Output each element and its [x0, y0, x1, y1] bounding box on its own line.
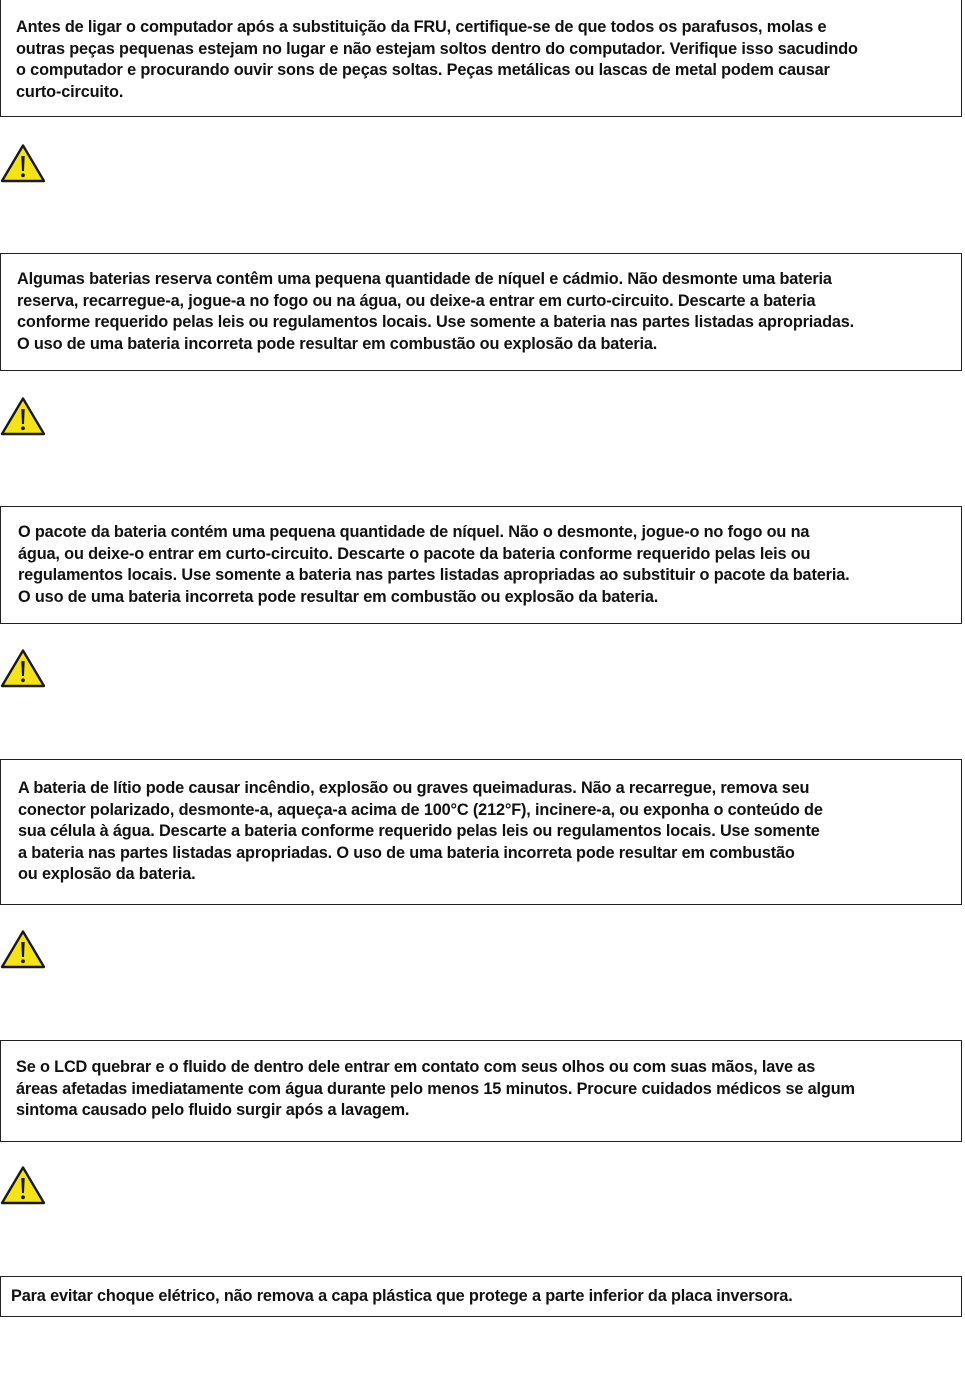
- notice-line: outras peças pequenas estejam no lugar e não estejam soltos dentro do computador. Verifique isso sacudindo: [16, 39, 858, 58]
- notice-line: Para evitar choque elétrico, não remova a capa plástica que protege a parte inferior da placa inversora.: [11, 1287, 793, 1305]
- notice-backup-battery: [0, 253, 962, 371]
- notice-line: conector polarizado, desmonte-a, aqueça-a acima de 100°C (212°F), incinere-a, ou exponha o conteúdo de: [18, 800, 823, 819]
- notice-line: sua célula à água. Descarte a bateria conforme requerido pelas leis ou regulamentos locais. Use somente: [18, 822, 820, 840]
- notice-line: Antes de ligar o computador após a substituição da FRU, certifique-se de que todos os parafusos, molas e: [16, 18, 827, 36]
- notice-line: Se o LCD quebrar e o fluido de dentro dele entrar em contato com seus olhos ou com suas mãos, lave as: [16, 1058, 816, 1076]
- notice-line: reserva, recarregue-a, jogue-a no fogo ou na água, ou deixe-a entrar em curto-circuito. Descarte a bateria: [17, 291, 816, 310]
- notice-line: a bateria nas partes listadas apropriadas. O uso de uma bateria incorreta pode resultar em combustão: [18, 843, 795, 862]
- notice-line: A bateria de lítio pode causar incêndio, explosão ou graves queimaduras. Não a recarregue, remova seu: [18, 779, 810, 797]
- warning-triangle-icon: [0, 648, 46, 688]
- notice-line: sintoma causado pelo fluido surgir após a lavagem.: [16, 1101, 410, 1119]
- notice-electric-shock: [0, 1276, 962, 1317]
- notice-line: regulamentos locais. Use somente a bateria nas partes listadas apropriadas ao substituir o pacote da bateria.: [18, 566, 850, 584]
- notice-fru-parts: [0, 0, 962, 117]
- warning-triangle-icon: [0, 1165, 46, 1205]
- notice-line: água, ou deixe-o entrar em curto-circuito. Descarte o pacote da bateria conforme requerido pelas leis ou: [18, 544, 811, 563]
- warning-triangle-icon: [0, 929, 46, 969]
- notice-lcd-fluid: [0, 1040, 962, 1142]
- notice-battery-pack: [0, 506, 962, 624]
- notice-line: O uso de uma bateria incorreta pode resultar em combustão ou explosão da bateria.: [18, 587, 659, 606]
- notice-line: ou explosão da bateria.: [18, 865, 196, 883]
- notice-line: conforme requerido pelas leis ou regulamentos locais. Use somente a bateria nas partes listadas apropriadas.: [17, 313, 855, 331]
- notice-line: O uso de uma bateria incorreta pode resultar em combustão ou explosão da bateria.: [17, 334, 658, 353]
- notice-lithium-battery: [0, 759, 962, 905]
- notice-line: áreas afetadas imediatamente com água durante pelo menos 15 minutos. Procure cuidados médicos se algum: [16, 1079, 855, 1098]
- notice-line: Algumas baterias reserva contêm uma pequena quantidade de níquel e cádmio. Não desmonte uma bateria: [17, 270, 832, 288]
- notice-line: curto-circuito.: [16, 82, 124, 101]
- warning-triangle-icon: [0, 143, 46, 183]
- warning-triangle-icon: [0, 396, 46, 436]
- notice-line: o computador e procurando ouvir sons de peças soltas. Peças metálicas ou lascas de metal podem causar: [16, 61, 830, 79]
- notice-line: O pacote da bateria contém uma pequena quantidade de níquel. Não o desmonte, jogue-o no fogo ou na: [18, 523, 810, 541]
